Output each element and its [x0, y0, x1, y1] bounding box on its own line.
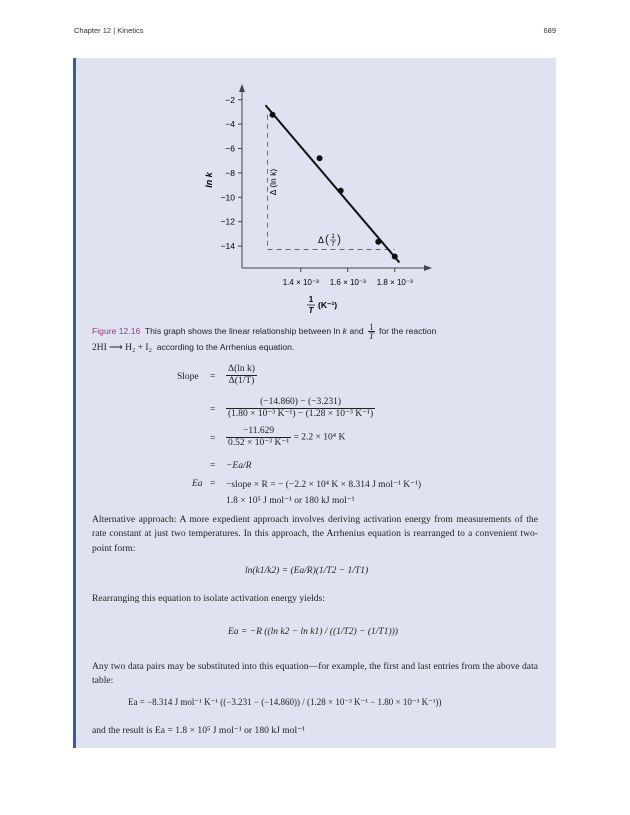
x-axis-label-unit: (K⁻¹) — [318, 300, 338, 310]
page-number: 689 — [543, 26, 556, 35]
x-tick-label: 1.8 × 10⁻³ — [376, 278, 413, 287]
y-tick-label: −6 — [225, 143, 235, 154]
delta-invT-label: Δ — [318, 235, 325, 245]
y-tick-label: −12 — [220, 216, 235, 227]
figure-label: Figure 12.16 — [92, 325, 141, 336]
caption-reaction: 2HI ⟶ H₂ + I₂ — [92, 343, 152, 353]
y-tick-label: −10 — [220, 192, 235, 203]
x-axis-label-num: 1 — [308, 295, 314, 304]
isolated-equation: Ea = −R ((ln k2 − ln k1) / ((1/T2) − (1/T1))) — [228, 627, 398, 637]
caption-fraction: $\frac{1}{T}$ — [368, 322, 374, 341]
slope-eq-1: = — [210, 372, 216, 382]
caption-text-b: for the reaction — [378, 325, 437, 336]
slope-step-2: $\frac{(-14.860) - (-3.231)}{\text{(1.80 × 10⁻³ K⁻¹) − (1.28 × 10⁻³ K⁻¹)}}$ — [228, 397, 374, 419]
caption-text-c: according to the Arrhenius equation. — [156, 342, 295, 352]
data-point — [317, 155, 323, 161]
slope-eq-2: = — [210, 405, 216, 415]
chapter-header: Chapter 12 | Kinetics — [74, 26, 144, 35]
svg-text:): ) — [337, 232, 341, 246]
ea-result: 1.8 × 10⁵ J mol⁻¹ or 180 kJ mol⁻¹ — [226, 496, 355, 506]
delta-invT-den: T — [331, 241, 335, 248]
caption-k: k — [342, 325, 347, 336]
delta-lnk-label: Δ (ln k) — [268, 168, 278, 196]
slope-step-3: $\frac{-11.629}{\text{0.52 × 10⁻³ K⁻¹}}$ = 2.2 × 10⁴ K — [228, 426, 346, 448]
x-axis-arrow — [424, 265, 432, 271]
y-axis-arrow — [239, 84, 245, 92]
svg-text:(: ( — [325, 232, 329, 246]
ea-label: Ea — [192, 479, 203, 489]
y-tick-label: −14 — [220, 241, 235, 252]
slope-label: Slope — [177, 372, 199, 382]
data-point — [375, 239, 381, 245]
slope-step-4: −Ea/R — [226, 461, 252, 471]
result-sentence: and the result is Ea = 1.8 × 10⁵ J mol⁻¹ or 180 kJ mol⁻¹ — [92, 725, 306, 736]
y-tick-label: −4 — [225, 119, 235, 130]
two-point-equation: ln(k1/k2) = (Ea/R)(1/T2 − 1/T1) — [245, 566, 369, 576]
x-axis-label-den: T — [308, 306, 314, 315]
x-tick-label: 1.6 × 10⁻³ — [329, 278, 366, 287]
slope-eq-5: = — [210, 479, 216, 489]
slope-step-1: $\frac{\text{Δ(ln k)}}{\Delta(1/T)}$ — [228, 364, 255, 386]
arrhenius-plot — [0, 0, 630, 330]
alternative-approach-paragraph: Alternative approach: A more expedient approach involves deriving activation energy from measurements of the rate constant at just two temperatures. In this approach, the Arrhenius equation is rearranged to a convenient two-point form: — [92, 514, 538, 554]
y-tick-label: −2 — [225, 94, 235, 105]
x-tick-label: 1.4 × 10⁻³ — [282, 278, 319, 287]
caption-and: and — [349, 325, 364, 336]
caption-text-a: This graph shows the linear relationship between ln — [144, 325, 341, 336]
rearranging-paragraph: Rearranging this equation to isolate activation energy yields: — [92, 593, 325, 604]
y-tick-label: −8 — [225, 167, 235, 178]
slope-eq-4: = — [210, 461, 216, 471]
delta-invT-num: 1 — [331, 233, 335, 240]
data-point — [338, 188, 344, 194]
data-point — [392, 254, 398, 260]
ea-step: −slope × R = − (−2.2 × 10⁴ K × 8.314 J mol⁻¹ K⁻¹) — [226, 480, 422, 490]
figure-caption — [92, 323, 542, 355]
any-two-paragraph: Any two data pairs may be substituted into this equation—for example, the first and last entries from the above data table: — [92, 661, 538, 687]
slope-eq-3: = — [210, 434, 216, 444]
y-axis-label: ln k — [204, 172, 214, 188]
substituted-equation: Ea = −8.314 J mol⁻¹ K⁻¹ ((−3.231 − (−14.860)) / (1.28 × 10⁻³ K⁻¹ − 1.80 × 10⁻³ K⁻¹)) — [128, 697, 442, 707]
data-point — [270, 112, 276, 118]
